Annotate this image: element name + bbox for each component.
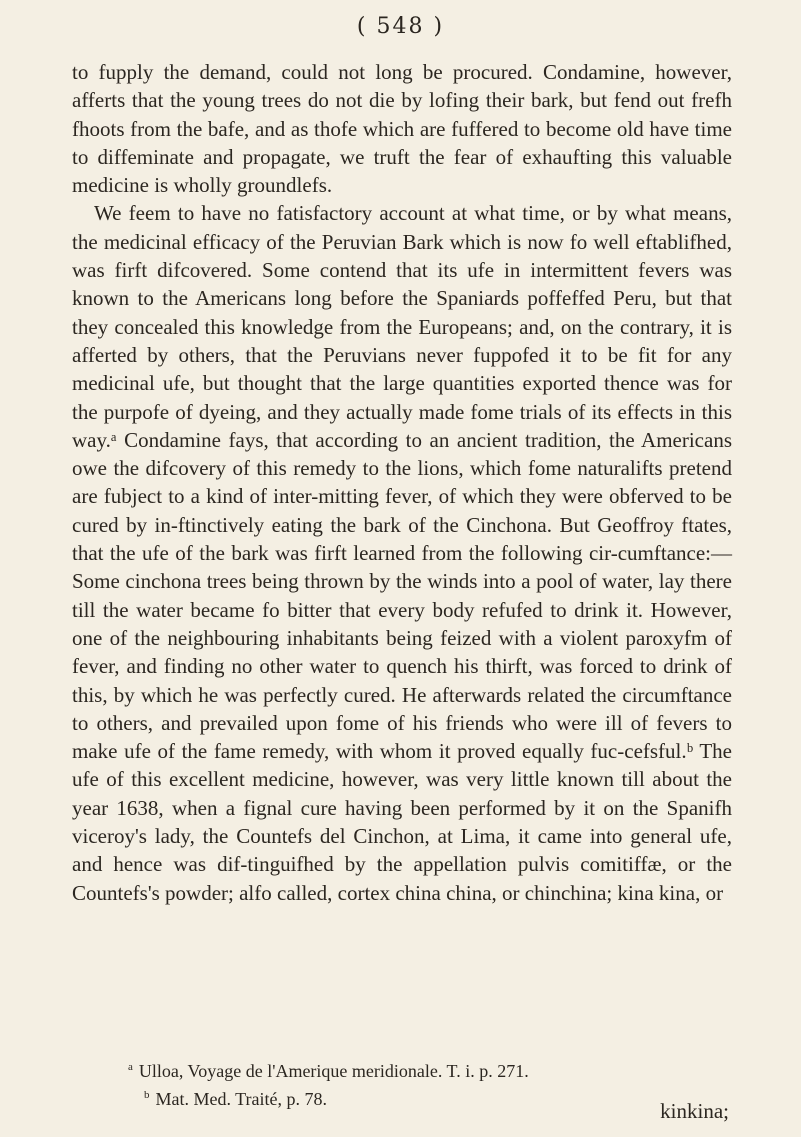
footnote-a [72,1055,732,1083]
body-text [72,58,732,907]
footnote-text-b: Mat. Med. Traité, p. 78. [155,1089,328,1109]
paragraph-1: to fupply the demand, could not long be procured. Condamine, however, afferts that the young trees do not die by lofing their bark, but fend out frefh fhoots from the bafe, and as thofe which are fuffered to become old have time to diffeminate and propagate, we truft the fear of exhaufting this valuable medicine is wholly groundlefs. [72,60,732,198]
footnote-text-a: Ulloa, Voyage de l'Amerique meridionale. T. i. p. 271. [138,1061,529,1081]
paragraph-2: We feem to have no fatisfactory account at what time, or by what means, the medicinal efficacy of the Peruvian Bark which is now fo well eftablifhed, was firft difcovered. Some contend that its ufe in intermittent fevers was known to the Americans long before the Spaniards poffeffed Peru, but that they concealed this knowledge from the Europeans; and, on the contrary, it is afferted by others, that the Peruvians never fuppofed it to be fit for any medicinal ufe, but thought that the large quantities exported thence was for the purpofe of dyeing, and they actually made fome trials of its effects in this way.ᵃ Condamine fays, that according to an ancient tradition, the Americans owe the difcovery of this remedy to the lions, which fome naturalifts pretend are fubject to a kind of inter-mitting fever, of which they were obferved to be cured by in-ftinctively eating the bark of the Cinchona. But Geoffroy ftates, that the ufe of the bark was firft learned from the following cir-cumftance:—Some cinchona trees being thrown by the winds into a pool of water, lay there till the water became fo bitter that every body refufed to drink it. However, one of the neighbouring inhabitants being feized with a violent paroxyfm of fever, and finding no other water to quench his thirft, was forced to drink of this, by which he was perfectly cured. He afterwards related the circumftance to others, and prevailed upon fome of his friends who were ill of fevers to make ufe of the fame remedy, with whom it proved equally fuc-cefsful.ᵇ The ufe of this excellent medicine, however, was very little known till about the year 1638, when a fignal cure having been performed by it on the Spanifh viceroy's lady, the Countefs del Cinchon, at Lima, it came into general ufe, and hence was dif-tinguifhed by the appellation pulvis comitiffæ, or the Countefs's powder; alfo called, cortex china china, or chinchina; kina kina, or [72,201,732,905]
catchword: kinkina; [660,1099,729,1123]
footnote-mark-a: a [128,1061,133,1073]
footnote-b [72,1083,732,1111]
footnotes [72,1055,732,1111]
page-number: ( 548 ) [356,14,445,39]
footnote-mark-b: b [144,1089,150,1101]
